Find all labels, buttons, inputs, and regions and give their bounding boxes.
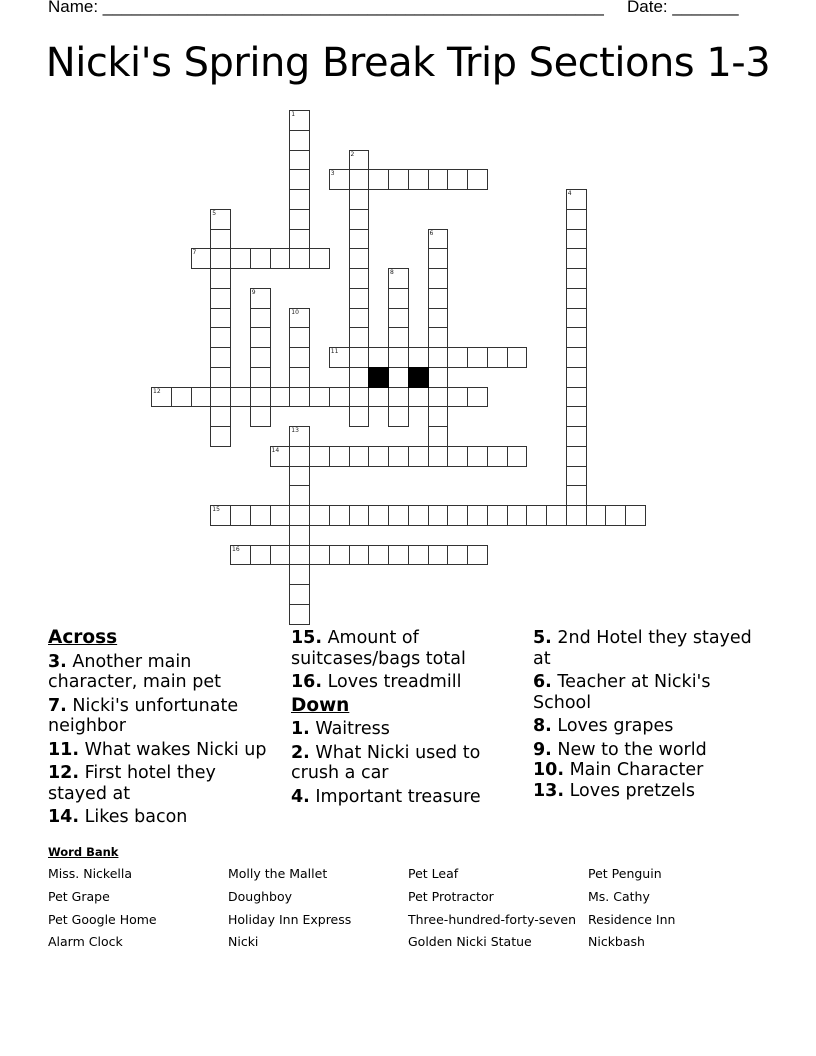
grid-cell[interactable] xyxy=(289,505,310,526)
grid-cell[interactable] xyxy=(309,446,330,467)
grid-cell[interactable] xyxy=(408,545,429,566)
clue-text: Important treasure xyxy=(309,786,481,807)
clue-text: Nicki's unfortunate neighbor xyxy=(48,695,239,736)
grid-cell[interactable] xyxy=(487,505,508,526)
grid-cell[interactable] xyxy=(270,446,291,467)
grid-cell[interactable] xyxy=(349,150,370,171)
grid-cell[interactable] xyxy=(210,229,231,250)
clue-number: 8. xyxy=(533,716,552,736)
grid-cell[interactable] xyxy=(250,248,271,269)
clue-number: 12. xyxy=(48,763,80,783)
clue-number: 14. xyxy=(48,807,80,827)
grid-cell[interactable] xyxy=(309,545,330,566)
grid-cell[interactable] xyxy=(270,248,291,269)
grid-cell[interactable] xyxy=(368,446,389,467)
grid-cell[interactable] xyxy=(428,505,449,526)
clue-down-8 xyxy=(533,716,763,737)
grid-cell[interactable] xyxy=(467,446,488,467)
clue-number-label: 14 xyxy=(271,446,280,454)
grid-cell[interactable] xyxy=(566,485,587,506)
clue-down-6 xyxy=(533,672,763,713)
grid-cell[interactable] xyxy=(388,406,409,427)
grid-cell[interactable] xyxy=(349,367,370,388)
grid-cell[interactable] xyxy=(467,505,488,526)
grid-cell[interactable] xyxy=(210,327,231,348)
grid-cell[interactable] xyxy=(428,229,449,250)
word-bank-title: Word Bank xyxy=(48,845,119,859)
grid-cell[interactable] xyxy=(349,248,370,269)
grid-cell[interactable] xyxy=(349,505,370,526)
clue-text: Teacher at Nicki's School xyxy=(533,672,711,713)
clue-number: 4. xyxy=(291,786,310,807)
grid-cell[interactable] xyxy=(349,169,370,190)
grid-cell[interactable] xyxy=(289,248,310,269)
grid-block xyxy=(368,367,389,388)
clue-number-label: 8 xyxy=(390,269,394,276)
clue-number: 10. xyxy=(533,760,565,780)
clue-number-label: 4 xyxy=(567,190,572,197)
grid-cell[interactable] xyxy=(289,604,310,625)
grid-cell[interactable] xyxy=(428,545,449,566)
grid-cell[interactable] xyxy=(388,545,409,566)
word-bank-item: Golden Nicki Statue xyxy=(408,934,532,949)
clue-across-16 xyxy=(291,672,521,693)
grid-cell[interactable] xyxy=(289,367,310,388)
grid-cell[interactable] xyxy=(349,189,370,210)
grid-cell[interactable] xyxy=(250,367,271,388)
grid-cell[interactable] xyxy=(566,406,587,427)
clue-text: Loves treadmill xyxy=(322,672,462,692)
clues-column-1 xyxy=(48,628,278,831)
grid-cell[interactable] xyxy=(250,545,271,566)
clue-number-label: 13 xyxy=(291,427,299,434)
grid-cell[interactable] xyxy=(289,130,310,151)
word-bank-item: Pet Protractor xyxy=(408,889,494,904)
grid-cell[interactable] xyxy=(289,485,310,506)
grid-cell[interactable] xyxy=(289,189,310,210)
grid-cell[interactable] xyxy=(289,347,310,368)
grid-cell[interactable] xyxy=(250,387,271,408)
grid-cell[interactable] xyxy=(566,209,587,230)
grid-cell[interactable] xyxy=(349,209,370,230)
across-heading: Across xyxy=(48,627,118,648)
grid-cell[interactable] xyxy=(329,446,350,467)
clue-across-14 xyxy=(48,807,278,828)
grid-cell[interactable] xyxy=(191,248,212,269)
clue-text: What wakes Nicki up xyxy=(79,739,267,760)
grid-cell[interactable] xyxy=(447,169,468,190)
grid-cell[interactable] xyxy=(250,347,271,368)
clue-across-15 xyxy=(291,628,521,669)
clue-number: 11. xyxy=(48,739,80,760)
grid-cell[interactable] xyxy=(428,248,449,269)
clue-across-12 xyxy=(48,763,278,804)
clue-text: Main Character xyxy=(564,760,704,780)
grid-cell[interactable] xyxy=(408,387,429,408)
word-bank-item: Holiday Inn Express xyxy=(228,912,352,927)
clue-down-10 xyxy=(533,760,763,781)
grid-block xyxy=(408,367,429,388)
grid-cell[interactable] xyxy=(289,169,310,190)
word-bank-item: Pet Grape xyxy=(48,889,110,904)
grid-cell[interactable] xyxy=(566,229,587,250)
grid-cell[interactable] xyxy=(270,545,291,566)
clue-number-label: 9 xyxy=(251,288,256,296)
grid-cell[interactable] xyxy=(566,387,587,408)
grid-cell[interactable] xyxy=(447,387,468,408)
grid-cell[interactable] xyxy=(289,525,310,546)
clues-column-3 xyxy=(533,628,763,804)
grid-cell[interactable] xyxy=(368,505,389,526)
grid-cell[interactable] xyxy=(349,446,370,467)
grid-cell[interactable] xyxy=(566,466,587,487)
grid-cell[interactable] xyxy=(566,426,587,447)
word-bank-item: Nicki xyxy=(228,934,259,949)
clue-down-9 xyxy=(533,740,763,761)
grid-cell[interactable] xyxy=(566,189,587,210)
clue-across-3 xyxy=(48,652,278,693)
grid-cell[interactable] xyxy=(289,426,310,447)
grid-cell[interactable] xyxy=(289,387,310,408)
grid-cell[interactable] xyxy=(388,347,409,368)
clue-text: Loves pretzels xyxy=(564,780,696,801)
grid-cell[interactable] xyxy=(507,505,528,526)
grid-cell[interactable] xyxy=(447,347,468,368)
grid-cell[interactable] xyxy=(289,564,310,585)
grid-cell[interactable] xyxy=(368,387,389,408)
grid-cell[interactable] xyxy=(388,268,409,289)
grid-cell[interactable] xyxy=(210,248,231,269)
clue-number-label: 12 xyxy=(153,387,161,395)
grid-cell[interactable] xyxy=(210,505,231,526)
word-bank-item: Doughboy xyxy=(228,889,293,904)
clue-text: Loves grapes xyxy=(551,716,674,736)
clue-number: 3. xyxy=(48,651,67,672)
clue-text: Another main character, main pet xyxy=(48,651,221,692)
clue-number: 15. xyxy=(291,628,323,648)
clue-down-2 xyxy=(291,743,521,784)
grid-cell[interactable] xyxy=(230,387,251,408)
clue-down-13 xyxy=(533,781,763,802)
grid-cell[interactable] xyxy=(408,347,429,368)
grid-cell[interactable] xyxy=(289,327,310,348)
grid-cell[interactable] xyxy=(309,387,330,408)
grid-cell[interactable] xyxy=(270,505,291,526)
grid-cell[interactable] xyxy=(171,387,192,408)
clue-number-label: 1 xyxy=(291,111,296,118)
grid-cell[interactable] xyxy=(447,505,468,526)
grid-cell[interactable] xyxy=(349,387,370,408)
grid-cell[interactable] xyxy=(349,545,370,566)
grid-cell[interactable] xyxy=(151,387,172,408)
grid-cell[interactable] xyxy=(329,545,350,566)
word-bank-item: Pet Penguin xyxy=(588,866,662,881)
word-bank-item: Alarm Clock xyxy=(48,934,123,949)
date-field-label[interactable]: Date: _______ xyxy=(627,0,739,16)
clue-number-label: 3 xyxy=(330,170,335,178)
grid-cell[interactable] xyxy=(349,288,370,309)
clue-number: 16. xyxy=(291,672,323,692)
grid-cell[interactable] xyxy=(289,229,310,250)
clue-number-label: 5 xyxy=(212,209,217,217)
word-bank-item: Pet Google Home xyxy=(48,912,157,927)
grid-cell[interactable] xyxy=(467,347,488,368)
grid-cell[interactable] xyxy=(388,288,409,309)
grid-cell[interactable] xyxy=(210,406,231,427)
grid-cell[interactable] xyxy=(388,387,409,408)
grid-cell[interactable] xyxy=(408,505,429,526)
grid-cell[interactable] xyxy=(428,406,449,427)
clue-number-label: 16 xyxy=(232,545,240,553)
grid-cell[interactable] xyxy=(408,169,429,190)
grid-cell[interactable] xyxy=(428,268,449,289)
grid-cell[interactable] xyxy=(289,150,310,171)
grid-cell[interactable] xyxy=(428,288,449,309)
clue-number-label: 6 xyxy=(429,229,434,237)
clue-number-label: 2 xyxy=(350,150,355,158)
name-field-label[interactable]: Name: _____________________________________________________ xyxy=(48,0,604,16)
grid-cell[interactable] xyxy=(566,367,587,388)
clue-text: 2nd Hotel they stayed at xyxy=(533,628,752,669)
grid-cell[interactable] xyxy=(349,406,370,427)
clue-text: New to the world xyxy=(551,739,707,760)
clue-across-11 xyxy=(48,740,278,761)
grid-cell[interactable] xyxy=(289,308,310,329)
grid-cell[interactable] xyxy=(329,387,350,408)
grid-cell[interactable] xyxy=(289,584,310,605)
grid-cell[interactable] xyxy=(210,426,231,447)
grid-cell[interactable] xyxy=(289,446,310,467)
grid-cell[interactable] xyxy=(250,288,271,309)
clue-text: Amount of suitcases/bags total xyxy=(291,628,466,669)
grid-cell[interactable] xyxy=(329,505,350,526)
grid-cell[interactable] xyxy=(507,446,528,467)
clue-text: Waitress xyxy=(309,719,390,739)
grid-cell[interactable] xyxy=(428,426,449,447)
grid-cell[interactable] xyxy=(349,308,370,329)
word-bank-item: Nickbash xyxy=(588,934,645,949)
clues-column-2 xyxy=(291,628,521,810)
clue-number: 5. xyxy=(533,628,552,648)
clue-number-label: 10 xyxy=(291,308,299,316)
grid-cell[interactable] xyxy=(467,169,488,190)
word-bank-item: Miss. Nickella xyxy=(48,866,133,881)
grid-cell[interactable] xyxy=(210,288,231,309)
grid-cell[interactable] xyxy=(388,308,409,329)
grid-cell[interactable] xyxy=(388,446,409,467)
grid-cell[interactable] xyxy=(566,505,587,526)
grid-cell[interactable] xyxy=(270,387,291,408)
grid-cell[interactable] xyxy=(428,169,449,190)
grid-cell[interactable] xyxy=(230,545,251,566)
grid-cell[interactable] xyxy=(388,505,409,526)
word-bank-item: Pet Leaf xyxy=(408,866,459,881)
clue-across-7 xyxy=(48,696,278,737)
word-bank-item: Ms. Cathy xyxy=(588,889,650,904)
word-bank-item: Molly the Mallet xyxy=(228,866,328,881)
grid-cell[interactable] xyxy=(250,505,271,526)
clue-number: 6. xyxy=(533,672,552,692)
grid-cell[interactable] xyxy=(289,209,310,230)
clue-down-1 xyxy=(291,719,521,740)
grid-cell[interactable] xyxy=(447,446,468,467)
grid-cell[interactable] xyxy=(566,288,587,309)
clue-text: What Nicki used to crush a car xyxy=(291,742,481,783)
clue-down-4 xyxy=(291,787,521,808)
grid-cell[interactable] xyxy=(566,327,587,348)
clue-number-label: 11 xyxy=(330,348,339,355)
clue-number-label: 15 xyxy=(212,506,220,513)
clue-number: 1. xyxy=(291,719,310,739)
grid-cell[interactable] xyxy=(289,110,310,131)
grid-cell[interactable] xyxy=(309,248,330,269)
grid-cell[interactable] xyxy=(210,367,231,388)
grid-cell[interactable] xyxy=(191,387,212,408)
grid-cell[interactable] xyxy=(250,406,271,427)
grid-cell[interactable] xyxy=(507,347,528,368)
grid-cell[interactable] xyxy=(349,327,370,348)
grid-cell[interactable] xyxy=(329,347,350,368)
grid-cell[interactable] xyxy=(210,347,231,368)
grid-cell[interactable] xyxy=(250,308,271,329)
grid-cell[interactable] xyxy=(546,505,567,526)
grid-cell[interactable] xyxy=(566,248,587,269)
grid-cell[interactable] xyxy=(428,308,449,329)
grid-cell[interactable] xyxy=(566,308,587,329)
grid-cell[interactable] xyxy=(349,229,370,250)
grid-cell[interactable] xyxy=(368,169,389,190)
grid-cell[interactable] xyxy=(329,169,350,190)
grid-cell[interactable] xyxy=(526,505,547,526)
grid-cell[interactable] xyxy=(487,347,508,368)
clue-number: 2. xyxy=(291,742,310,763)
clue-number: 9. xyxy=(533,739,552,760)
grid-cell[interactable] xyxy=(250,327,271,348)
word-bank-item: Residence Inn xyxy=(588,912,676,927)
grid-cell[interactable] xyxy=(388,367,409,388)
down-heading: Down xyxy=(291,694,350,716)
grid-cell[interactable] xyxy=(467,545,488,566)
grid-cell[interactable] xyxy=(368,545,389,566)
grid-cell[interactable] xyxy=(210,209,231,230)
clue-number-label: 7 xyxy=(192,249,197,257)
grid-cell[interactable] xyxy=(467,387,488,408)
grid-cell[interactable] xyxy=(408,446,429,467)
grid-cell[interactable] xyxy=(487,446,508,467)
word-bank-item: Three-hundred-forty-seven xyxy=(408,912,577,927)
grid-cell[interactable] xyxy=(210,387,231,408)
clue-text: Likes bacon xyxy=(79,807,188,827)
grid-cell[interactable] xyxy=(289,466,310,487)
clue-number: 7. xyxy=(48,695,67,716)
clue-text: First hotel they stayed at xyxy=(48,763,216,804)
grid-cell[interactable] xyxy=(289,545,310,566)
grid-cell[interactable] xyxy=(368,347,389,368)
grid-cell[interactable] xyxy=(309,505,330,526)
grid-cell[interactable] xyxy=(428,387,449,408)
grid-cell[interactable] xyxy=(428,367,449,388)
grid-cell[interactable] xyxy=(230,505,251,526)
grid-cell[interactable] xyxy=(605,505,626,526)
grid-cell[interactable] xyxy=(349,268,370,289)
grid-cell[interactable] xyxy=(566,347,587,368)
grid-cell[interactable] xyxy=(210,308,231,329)
grid-cell[interactable] xyxy=(566,446,587,467)
grid-cell[interactable] xyxy=(586,505,607,526)
grid-cell[interactable] xyxy=(210,268,231,289)
grid-cell[interactable] xyxy=(388,327,409,348)
page-title: Nicki's Spring Break Trip Sections 1-3 xyxy=(45,40,771,86)
grid-cell[interactable] xyxy=(447,545,468,566)
grid-cell[interactable] xyxy=(428,446,449,467)
grid-cell[interactable] xyxy=(428,327,449,348)
clue-down-5 xyxy=(533,628,763,669)
grid-cell[interactable] xyxy=(428,347,449,368)
grid-cell[interactable] xyxy=(349,347,370,368)
clue-number: 13. xyxy=(533,780,565,801)
grid-cell[interactable] xyxy=(388,169,409,190)
grid-cell[interactable] xyxy=(566,268,587,289)
grid-cell[interactable] xyxy=(625,505,646,526)
grid-cell[interactable] xyxy=(230,248,251,269)
